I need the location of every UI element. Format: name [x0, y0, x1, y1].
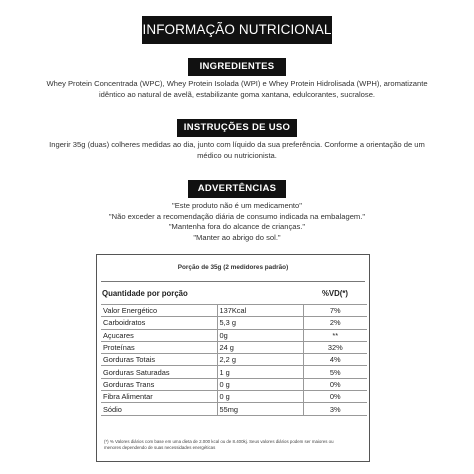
header-vd: %VD(*): [322, 289, 348, 298]
header-divider: [101, 281, 365, 282]
nutrient-vd: 4%: [303, 354, 367, 366]
nutrient-amount: 24 g: [217, 341, 303, 353]
table-row: [101, 305, 367, 317]
nutrient-vd: 32%: [303, 341, 367, 353]
warnings-heading: ADVERTÊNCIAS: [188, 180, 286, 198]
portion-label: Porção de 35g (2 medidores padrão): [177, 264, 289, 271]
nutrient-amount: 55mg: [217, 403, 303, 415]
table-row: [101, 378, 367, 390]
table-row: [101, 341, 367, 353]
nutrient-amount: 5,3 g: [217, 317, 303, 329]
nutrient-name: Valor Energético: [101, 305, 217, 317]
nutrient-vd: **: [303, 329, 367, 341]
ingredients-heading: INGREDIENTES: [188, 58, 286, 76]
nutrition-rows: [101, 304, 367, 416]
nutrient-vd: 5%: [303, 366, 367, 378]
table-row: [101, 366, 367, 378]
nutrition-table: [96, 254, 370, 462]
nutrient-vd: 2%: [303, 317, 367, 329]
instructions-line-1: Ingerir 35g (duas) colheres medidas ao dia, junto com líquido da sua preferência. Conforme a orientação de um: [49, 140, 425, 149]
ingredients-text: [10, 79, 464, 100]
nutrient-name: Proteínas: [101, 341, 217, 353]
table-row: [101, 317, 367, 329]
warning-line: "Manter ao abrigo do sol.": [193, 232, 281, 242]
nutrient-vd: 3%: [303, 403, 367, 415]
warning-line: "Mantenha fora do alcance de crianças.": [168, 222, 306, 231]
warning-line: "Este produto não é um medicamento": [172, 201, 302, 210]
nutrient-vd: 0%: [303, 378, 367, 390]
instructions-text: [10, 140, 464, 161]
nutrient-amount: 1 g: [217, 366, 303, 378]
page-title: INFORMAÇÃO NUTRICIONAL: [142, 16, 332, 44]
instructions-line-2: médico ou nutricionista.: [197, 150, 277, 160]
nutrient-amount: 2,2 g: [217, 354, 303, 366]
footnote-line-1: (*) % Valores diários com base em uma dieta de 2.000 kcal ou de 8.400kj. Seus valores diários podem ser maiores ou: [104, 439, 334, 444]
nutrient-amount: 0 g: [217, 391, 303, 403]
warnings-text: [10, 201, 464, 243]
table-row: [101, 403, 367, 415]
nutrient-name: Fibra Alimentar: [101, 391, 217, 403]
nutrient-vd: 7%: [303, 305, 367, 317]
nutrient-amount: 0g: [217, 329, 303, 341]
table-row: [101, 391, 367, 403]
instructions-heading: INSTRUÇÕES DE USO: [177, 119, 297, 137]
footnote: [104, 439, 359, 451]
header-quantity: Quantidade por porção: [102, 289, 188, 298]
nutrient-name: Gorduras Saturadas: [101, 366, 217, 378]
table-row: [101, 354, 367, 366]
nutrient-amount: 137Kcal: [217, 305, 303, 317]
table-header: [101, 287, 365, 301]
nutrient-name: Gorduras Trans: [101, 378, 217, 390]
nutrient-vd: 0%: [303, 391, 367, 403]
nutrient-name: Carboidratos: [101, 317, 217, 329]
nutrient-name: Gorduras Totais: [101, 354, 217, 366]
table-row: [101, 329, 367, 341]
nutrient-name: Açucares: [101, 329, 217, 341]
footnote-line-2: menores dependendo de suas necessidades energéticas: [104, 445, 216, 450]
nutrient-name: Sódio: [101, 403, 217, 415]
ingredients-line-1: Whey Protein Concentrada (WPC), Whey Protein Isolada (WPI) e Whey Protein Hidrolisada (WPH), aromatizante: [46, 79, 428, 88]
nutrient-amount: 0 g: [217, 378, 303, 390]
ingredients-line-2: idêntico ao natural de avelã, estabilizante goma xantana, edulcorantes, sucralose.: [98, 89, 376, 99]
warning-line: "Não exceder a recomendação diária de consumo indicada na embalagem.": [108, 211, 366, 221]
